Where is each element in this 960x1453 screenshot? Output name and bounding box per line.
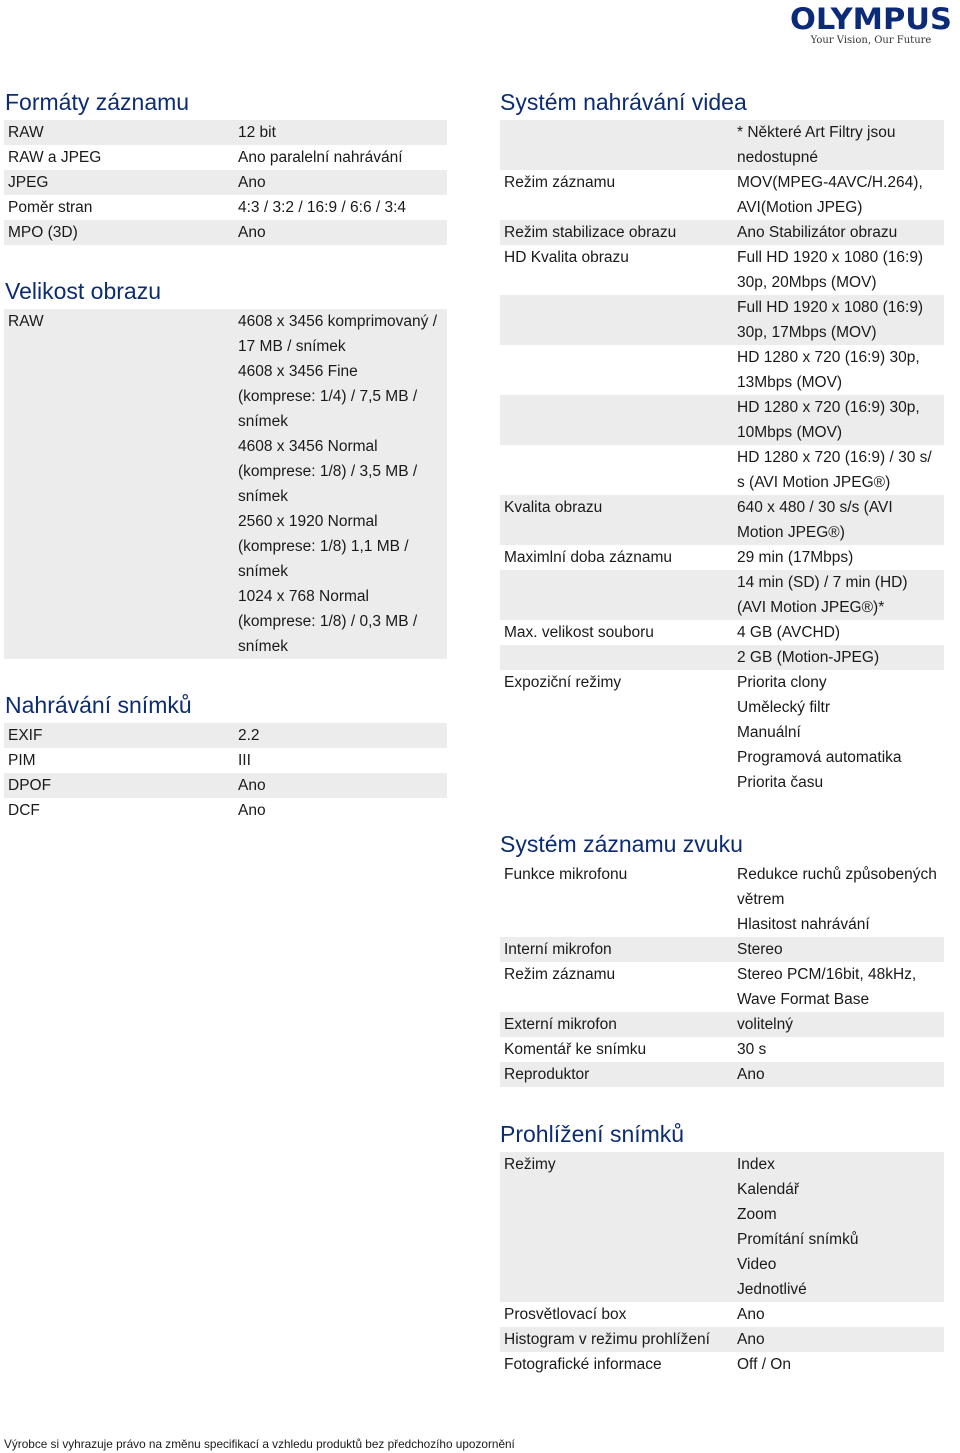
spec-label: Režim záznamu [504, 174, 616, 191]
spec-value-line: Stereo PCM/16bit, 48kHz, [737, 966, 917, 983]
spec-value [238, 220, 447, 245]
spec-value-line: 4608 x 3456 komprimovaný / [238, 313, 438, 330]
spec-value-line: Ano [737, 1066, 765, 1083]
spec-value-line: Promítání snímků [737, 1231, 859, 1248]
spec-value [737, 1327, 944, 1352]
section-title: Systém záznamu zvuku [500, 831, 743, 857]
spec-row [4, 748, 447, 773]
spec-value [737, 1352, 944, 1377]
spec-value-line: Ano [737, 1306, 765, 1323]
spec-label: Maximlní doba záznamu [504, 549, 672, 566]
spec-row [4, 145, 447, 170]
spec-label [500, 120, 737, 170]
spec-label: Prosvětlovací box [504, 1306, 627, 1323]
spec-value-line: snímek [238, 563, 288, 580]
spec-value [238, 170, 447, 195]
spec-row [500, 445, 944, 495]
section-prohlizeni-snimku [500, 1121, 944, 1377]
section-system-nahravani-videa [500, 89, 944, 795]
spec-value [238, 120, 447, 145]
spec-label: JPEG [8, 174, 49, 191]
spec-value-line: 640 x 480 / 30 s/s (AVI [737, 499, 893, 516]
spec-label: Fotografické informace [504, 1356, 662, 1373]
spec-label: EXIF [8, 727, 43, 744]
spec-label: Histogram v režimu prohlížení [504, 1331, 710, 1348]
spec-value-line: (komprese: 1/8) 1,1 MB / [238, 538, 409, 555]
spec-value [737, 620, 944, 645]
spec-label: Poměr stran [8, 199, 93, 216]
spec-label: Režim záznamu [504, 966, 616, 983]
spec-row [500, 962, 944, 1012]
spec-label: Reproduktor [504, 1066, 590, 1083]
spec-table [500, 862, 944, 1087]
section-nahravani-snimku [4, 692, 447, 823]
spec-value-line: Umělecký filtr [737, 699, 831, 716]
spec-value-line: Ano [238, 802, 266, 819]
spec-row [500, 620, 944, 645]
section-title: Systém nahrávání videa [500, 89, 747, 115]
section-formaty-zaznamu [4, 89, 447, 245]
spec-row [500, 1012, 944, 1037]
spec-value [737, 962, 944, 1012]
spec-row [4, 798, 447, 823]
spec-row [500, 1062, 944, 1087]
spec-value-line: Ano [238, 174, 266, 191]
spec-label: Interní mikrofon [504, 941, 612, 958]
logo-tagline: Your Vision, Our Future [810, 35, 932, 46]
spec-value-line: HD 1280 x 720 (16:9) 30p, [737, 399, 920, 416]
spec-value [737, 170, 944, 220]
spec-row [500, 245, 944, 295]
section-title: Nahrávání snímků [5, 692, 192, 718]
spec-label: RAW a JPEG [8, 149, 102, 166]
spec-label: Funkce mikrofonu [504, 866, 628, 883]
spec-value [737, 670, 944, 795]
spec-value [737, 1012, 944, 1037]
spec-value-line: * Některé Art Filtry jsou [737, 124, 896, 141]
spec-value-line: Zoom [737, 1206, 777, 1223]
spec-row [500, 1037, 944, 1062]
spec-row [500, 170, 944, 220]
spec-value-line: 30 s [737, 1041, 767, 1058]
spec-value [238, 773, 447, 798]
spec-value [737, 1302, 944, 1327]
spec-label: MPO (3D) [8, 224, 78, 241]
section-title: Prohlížení snímků [500, 1121, 685, 1147]
spec-value [737, 1062, 944, 1087]
spec-value-line: Programová automatika [737, 749, 902, 766]
spec-value [238, 748, 447, 773]
spec-value-line: (komprese: 1/8) / 0,3 MB / [238, 613, 418, 630]
spec-value-line: III [238, 752, 251, 769]
spec-value-line: Ano paralelní nahrávání [238, 149, 403, 166]
spec-value [737, 120, 944, 170]
spec-value-line: 2560 x 1920 Normal [238, 513, 378, 530]
spec-value-line: snímek [238, 488, 288, 505]
spec-label: HD Kvalita obrazu [504, 249, 629, 266]
spec-label [500, 645, 737, 670]
spec-value-line: s (AVI Motion JPEG®) [737, 474, 891, 491]
spec-label: Max. velikost souboru [504, 624, 654, 641]
spec-value [737, 495, 944, 545]
spec-value-line: Full HD 1920 x 1080 (16:9) [737, 299, 924, 316]
spec-value-line: 10Mbps (MOV) [737, 424, 843, 441]
spec-value-line: 4608 x 3456 Fine [238, 363, 358, 380]
spec-row [4, 195, 447, 220]
spec-row [500, 1327, 944, 1352]
spec-label: Režim stabilizace obrazu [504, 224, 677, 241]
spec-value [238, 798, 447, 823]
spec-value [737, 570, 944, 620]
spec-value [737, 295, 944, 345]
spec-value-line: Redukce ruchů způsobených [737, 866, 937, 883]
spec-row [4, 170, 447, 195]
spec-row [4, 723, 447, 748]
spec-value-line: Kalendář [737, 1181, 800, 1198]
spec-value [238, 723, 447, 748]
spec-table [4, 723, 447, 823]
spec-label [500, 295, 737, 345]
spec-value-line: snímek [238, 638, 288, 655]
spec-value-line: 2 GB (Motion-JPEG) [737, 649, 880, 666]
spec-row [500, 1302, 944, 1327]
logo-brand: OLYMPUS [790, 2, 952, 36]
spec-value [737, 862, 944, 937]
spec-value-line: Hlasitost nahrávání [737, 916, 870, 933]
spec-value [737, 1152, 944, 1302]
section-velikost-obrazu [4, 278, 447, 659]
spec-label: DCF [8, 802, 40, 819]
spec-value-line: 13Mbps (MOV) [737, 374, 843, 391]
section-title: Formáty záznamu [5, 89, 190, 115]
spec-value [737, 1037, 944, 1062]
spec-value-line: 4608 x 3456 Normal [238, 438, 378, 455]
spec-value [737, 395, 944, 445]
spec-value [737, 937, 944, 962]
spec-label: DPOF [8, 777, 52, 794]
spec-row [500, 345, 944, 395]
spec-value [737, 245, 944, 295]
spec-label [500, 570, 737, 620]
spec-row [500, 1352, 944, 1377]
spec-row [500, 862, 944, 937]
spec-value-line: (komprese: 1/8) / 3,5 MB / [238, 463, 418, 480]
spec-value-line: 30p, 17Mbps (MOV) [737, 324, 877, 341]
spec-label: Expoziční režimy [504, 674, 622, 691]
spec-value-line: Jednotlivé [737, 1281, 807, 1298]
spec-value-line: Stereo [737, 941, 783, 958]
spec-row [4, 120, 447, 145]
spec-row [500, 295, 944, 345]
spec-value-line: 1024 x 768 Normal [238, 588, 369, 605]
spec-table [4, 309, 447, 659]
spec-value [737, 645, 944, 670]
section-title: Velikost obrazu [5, 278, 161, 304]
spec-value-line: Priorita času [737, 774, 824, 791]
spec-label [500, 395, 737, 445]
spec-value-line: Priorita clony [737, 674, 827, 691]
spec-label: Komentář ke snímku [504, 1041, 647, 1058]
spec-value-line: Off / On [737, 1356, 791, 1373]
spec-value-line: Ano [238, 224, 266, 241]
spec-value-line: volitelný [737, 1016, 793, 1033]
spec-value-line: (komprese: 1/4) / 7,5 MB / [238, 388, 418, 405]
spec-value-line: 12 bit [238, 124, 276, 141]
spec-value-line: Manuální [737, 724, 801, 741]
spec-table [500, 1152, 944, 1377]
spec-value-line: Ano [238, 777, 266, 794]
spec-value-line: (AVI Motion JPEG®)* [737, 599, 885, 616]
spec-table [4, 120, 447, 245]
spec-value-line: 2.2 [238, 727, 260, 744]
spec-value [238, 195, 447, 220]
spec-value-line: nedostupné [737, 149, 819, 166]
spec-value-line: Index [737, 1156, 775, 1173]
spec-value-line: MOV(MPEG-4AVC/H.264), [737, 174, 923, 191]
spec-label: RAW [8, 124, 44, 141]
spec-value-line: větrem [737, 891, 785, 908]
spec-value-line: Ano [737, 1331, 765, 1348]
spec-label [500, 345, 737, 395]
spec-value [238, 145, 447, 170]
spec-label [500, 445, 737, 495]
spec-value-line: snímek [238, 413, 288, 430]
spec-row [500, 570, 944, 620]
spec-row [4, 309, 447, 659]
spec-row [500, 545, 944, 570]
spec-value-line: HD 1280 x 720 (16:9) / 30 s/ [737, 449, 932, 466]
spec-label: Režimy [504, 1156, 556, 1173]
spec-row [4, 773, 447, 798]
spec-label: Externí mikrofon [504, 1016, 617, 1033]
spec-row [500, 1152, 944, 1302]
spec-label: PIM [8, 752, 36, 769]
spec-row [500, 495, 944, 545]
spec-row [500, 220, 944, 245]
spec-row [500, 937, 944, 962]
spec-value-line: 17 MB / snímek [238, 338, 346, 355]
spec-value-line: Full HD 1920 x 1080 (16:9) [737, 249, 924, 266]
spec-value-line: 14 min (SD) / 7 min (HD) [737, 574, 908, 591]
spec-value-line: Motion JPEG®) [737, 524, 845, 541]
spec-value-line: 4 GB (AVCHD) [737, 624, 841, 641]
spec-value [238, 309, 447, 659]
spec-row [500, 670, 944, 795]
spec-label: RAW [8, 313, 44, 330]
spec-value [737, 220, 944, 245]
spec-value-line: Wave Format Base [737, 991, 870, 1008]
spec-value [737, 345, 944, 395]
spec-table [500, 120, 944, 795]
spec-row [500, 645, 944, 670]
spec-value-line: 30p, 20Mbps (MOV) [737, 274, 877, 291]
spec-value [737, 445, 944, 495]
section-system-zaznamu-zvuku [500, 831, 944, 1087]
spec-row [500, 120, 944, 170]
spec-value-line: 4:3 / 3:2 / 16:9 / 6:6 / 3:4 [238, 199, 407, 216]
spec-value-line: AVI(Motion JPEG) [737, 199, 863, 216]
spec-value-line: Video [737, 1256, 777, 1273]
spec-row [4, 220, 447, 245]
footer-disclaimer: Výrobce si vyhrazuje právo na změnu specifikací a vzhledu produktů bez předchozího upozornění [4, 1437, 515, 1451]
spec-row [500, 395, 944, 445]
spec-label: Kvalita obrazu [504, 499, 603, 516]
spec-value-line: Ano Stabilizátor obrazu [737, 224, 898, 241]
spec-value [737, 545, 944, 570]
spec-value-line: HD 1280 x 720 (16:9) 30p, [737, 349, 920, 366]
olympus-logo [788, 2, 954, 46]
spec-value-line: 29 min (17Mbps) [737, 549, 854, 566]
